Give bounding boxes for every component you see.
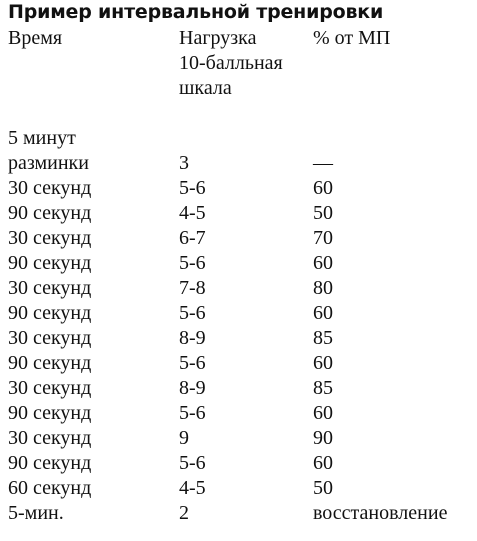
row-percent: 60 xyxy=(313,452,333,474)
warmup-load: 3 xyxy=(179,152,189,174)
warmup-time-line1: 5 минут xyxy=(8,127,76,149)
row-load: 7-8 xyxy=(179,277,206,299)
row-percent: 60 xyxy=(313,352,333,374)
header-time: Время xyxy=(8,27,63,49)
row-time: 90 секунд xyxy=(8,452,92,474)
row-time: 30 секунд xyxy=(8,277,92,299)
row-time: 30 секунд xyxy=(8,377,92,399)
row-percent: 85 xyxy=(313,327,333,349)
row-time: 90 секунд xyxy=(8,302,92,324)
row-time: 90 секунд xyxy=(8,202,92,224)
row-load: 9 xyxy=(179,427,189,449)
row-load: 5-6 xyxy=(179,177,206,199)
row-percent: 60 xyxy=(313,402,333,424)
row-percent: 90 xyxy=(313,427,333,449)
row-load: 8-9 xyxy=(179,377,206,399)
row-time: 30 секунд xyxy=(8,327,92,349)
row-percent: 60 xyxy=(313,302,333,324)
header-load-line2: 10-балльная xyxy=(179,52,283,74)
header-load-line3: шкала xyxy=(179,77,232,99)
row-percent: 70 xyxy=(313,227,333,249)
warmup-percent: — xyxy=(313,152,333,174)
row-percent: 80 xyxy=(313,277,333,299)
row-load: 4-5 xyxy=(179,202,206,224)
row-percent: 50 xyxy=(313,477,333,499)
row-load: 5-6 xyxy=(179,252,206,274)
row-load: 5-6 xyxy=(179,402,206,424)
row-time: 5-мин. xyxy=(8,502,64,524)
row-time: 90 секунд xyxy=(8,402,92,424)
row-percent: 50 xyxy=(313,202,333,224)
row-time: 60 секунд xyxy=(8,477,92,499)
row-time: 30 секунд xyxy=(8,177,92,199)
row-load: 6-7 xyxy=(179,227,206,249)
row-time: 30 секунд xyxy=(8,427,92,449)
warmup-time-line2: разминки xyxy=(8,152,89,174)
row-load: 8-9 xyxy=(179,327,206,349)
row-percent: восстановление xyxy=(313,502,448,524)
header-load-line1: Нагрузка xyxy=(179,27,257,49)
row-time: 90 секунд xyxy=(8,352,92,374)
row-time: 30 секунд xyxy=(8,227,92,249)
row-time: 90 секунд xyxy=(8,252,92,274)
document-title: Пример интервальной тренировки xyxy=(8,1,384,23)
row-percent: 85 xyxy=(313,377,333,399)
row-load: 5-6 xyxy=(179,452,206,474)
row-load: 4-5 xyxy=(179,477,206,499)
row-load: 2 xyxy=(179,502,189,524)
row-percent: 60 xyxy=(313,252,333,274)
header-percent: % от МП xyxy=(313,27,391,49)
row-percent: 60 xyxy=(313,177,333,199)
row-load: 5-6 xyxy=(179,352,206,374)
row-load: 5-6 xyxy=(179,302,206,324)
